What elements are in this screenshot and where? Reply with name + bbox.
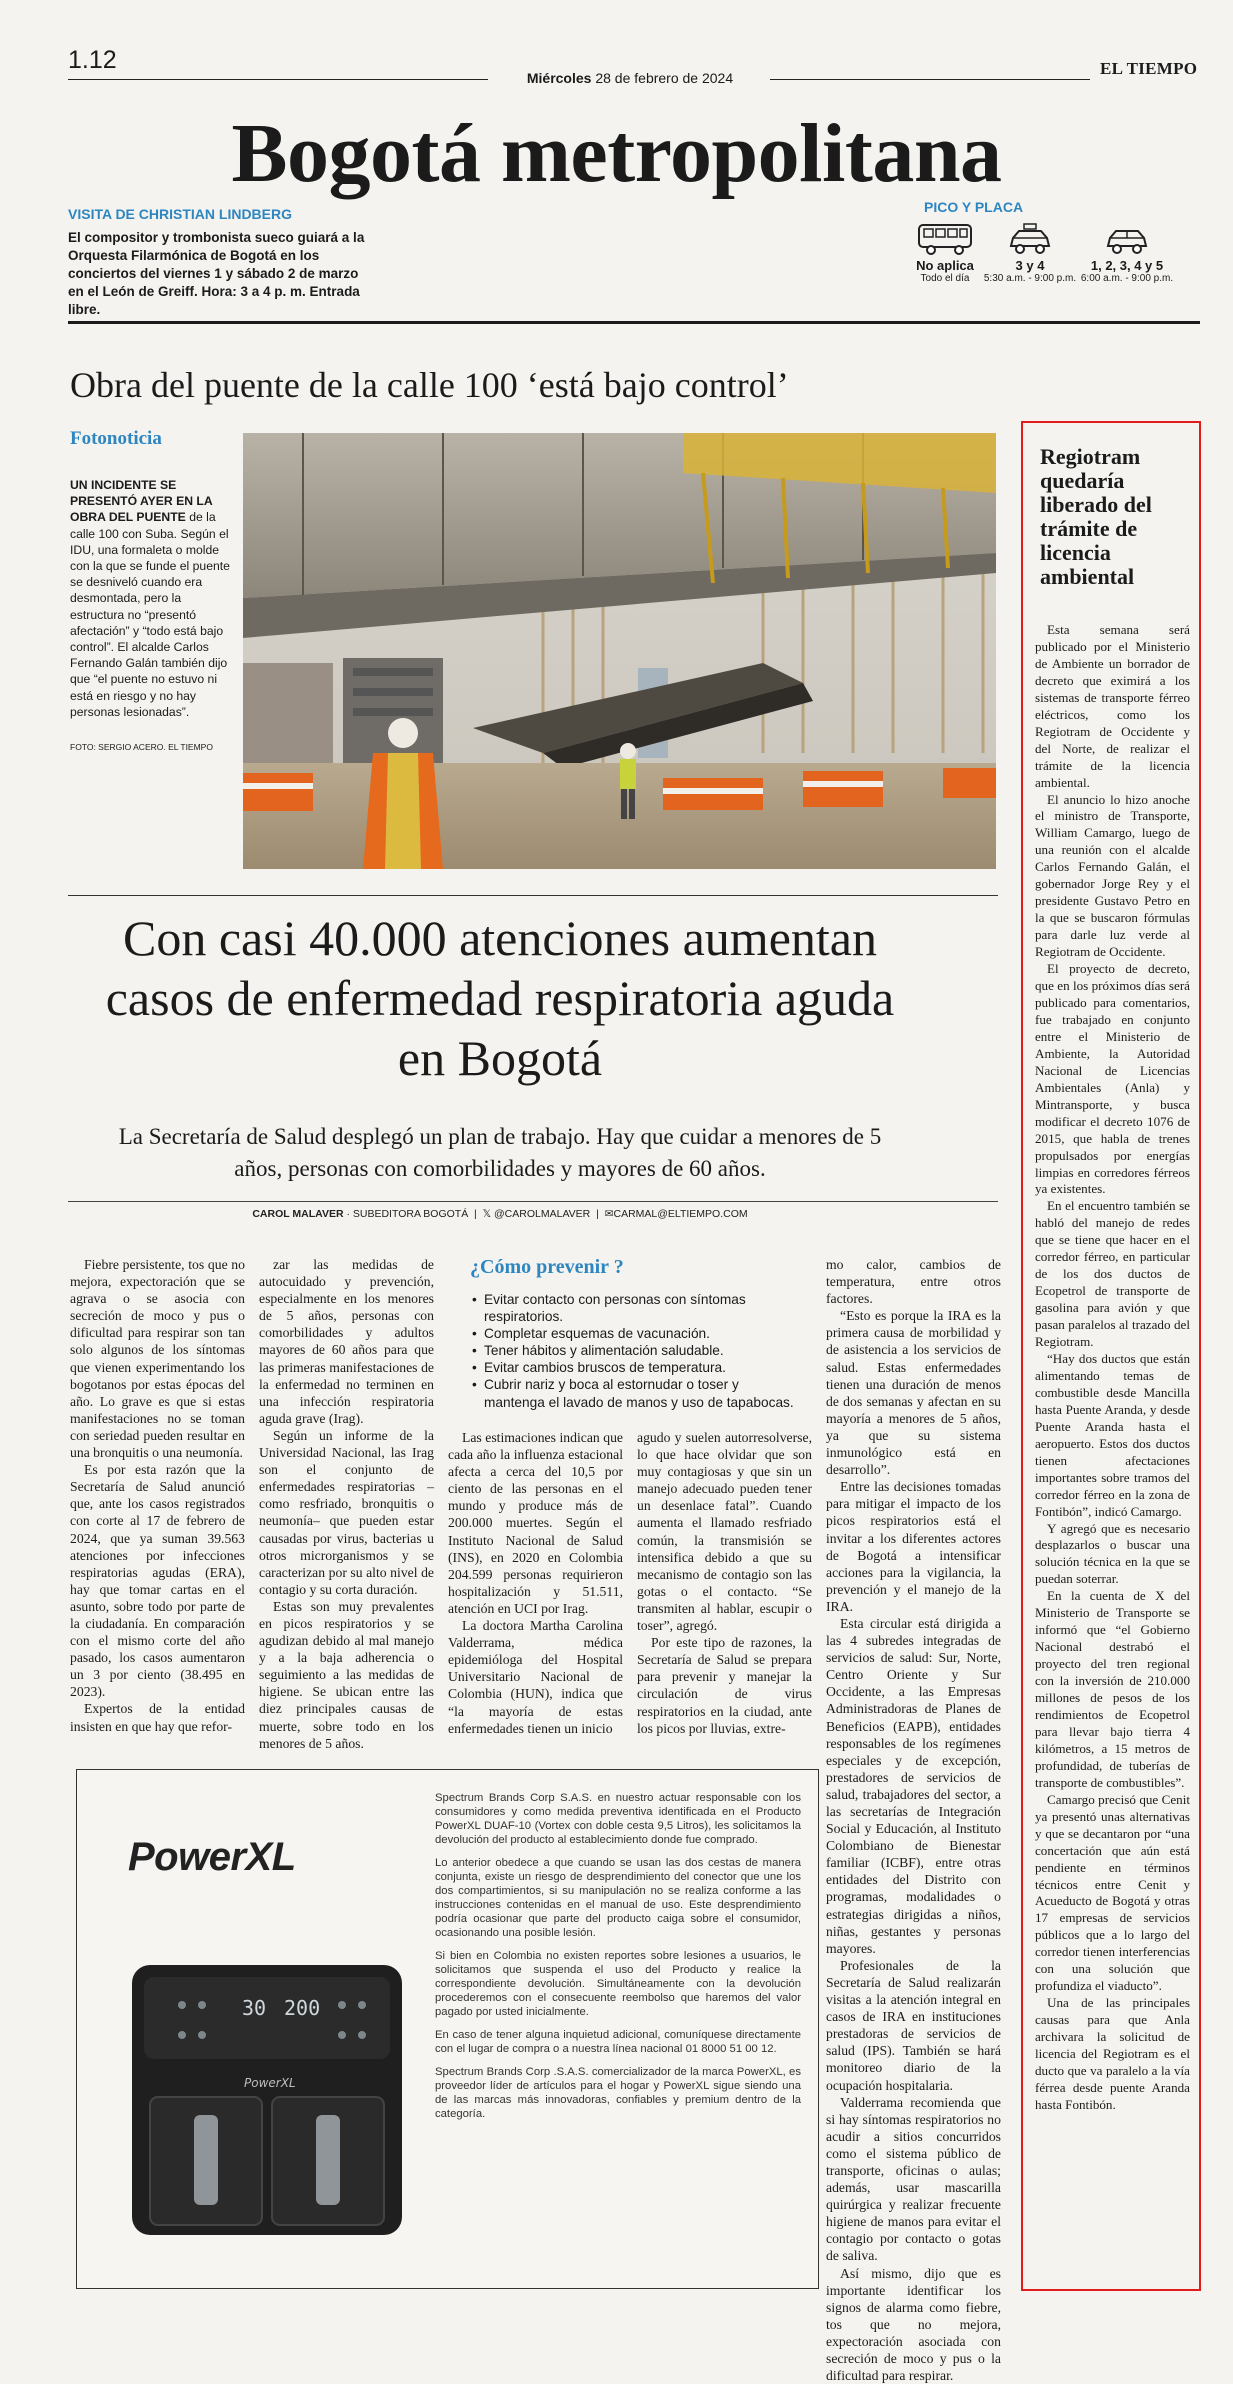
- pico-placa-taxi-schedule: 5:30 a.m. - 9:00 p.m.: [983, 273, 1077, 284]
- fotonoticia-lead: UN INCIDENTE SE PRESENTÓ AYER EN LA OBRA DEL PUENTE: [70, 478, 213, 525]
- ad-paragraph: En caso de tener alguna inquietud adicional, comuníquese directamente con el lugar de compra o a nuestra línea nacional 01 8000 51 00 12.: [435, 2029, 801, 2055]
- photo-credit: FOTO: SERGIO ACERO. EL TIEMPO: [70, 742, 213, 752]
- paragraph: “Esto es porque la IRA es la primera causa de morbilidad y de asistencia a los servicios de salud. Estas enfermedades tienen una duración de menos de dos semanas y afectan en su mayoría a menores de 5 años, ya que su sistema inmunológico está en desarrollo”.: [826, 1308, 1001, 1478]
- fotonoticia-text: de la calle 100 con Suba. Según el IDU, una formaleta o molde con la que se funde el puente se desniveló cuando era desmontada, pero la estructura no “presentó afectación” y “todo está bajo control”. El alcalde Carlos Fernando Galán también dijo que “el puente no estuvo ni está en riesgo y no hay personas lesionadas”.: [70, 510, 230, 719]
- paragraph: En la cuenta de X del Ministerio de Transporte se informó que “el Gobierno Nacional destrabó el proyecto del tren regional con la inversión de 210.000 millones de pesos de los rendimientos de Ecopetrol para llevar bajo tierra 4 kilómetros, a 15 metros de profundidad, de tuberías de transporte de combustibles”.: [1035, 1588, 1190, 1790]
- paragraph: Por este tipo de razones, la Secretaría de Salud se prepara para prevenir y manejar la circulación de virus respiratorios en la ciudad, ante los picos por lluvias, extre-: [637, 1635, 812, 1736]
- main-deck: La Secretaría de Salud desplegó un plan de trabajo. Hay que cuidar a menores de 5 años, personas con comorbilidades y mayores de 60 años.: [118, 1124, 882, 1181]
- list-item: • Tener hábitos y alimentación saludable.: [470, 1342, 800, 1359]
- fotonoticia-kicker: Fotonoticia: [70, 428, 162, 449]
- paragraph: Y agregó que es necesario desplazarlos o buscar una solución técnica en la que se puedan soterrar.: [1035, 1520, 1190, 1587]
- paragraph: mo calor, cambios de temperatura, entre otros factores.: [826, 1257, 1001, 1307]
- prevention-box-title: ¿Cómo prevenir ?: [470, 1256, 624, 1278]
- bus-icon: [916, 222, 974, 256]
- story-separator: [68, 895, 998, 896]
- prevention-list: [470, 1291, 800, 1411]
- list-item: • Cubrir nariz y boca al estornudar o toser y mantenga el lavado de manos y uso de tapabocas.: [470, 1376, 800, 1410]
- email-icon: ✉: [604, 1208, 614, 1220]
- paragraph: Expertos de la entidad insisten en que hay que refor-: [70, 1701, 245, 1734]
- x-logo-icon: 𝕏: [482, 1208, 492, 1220]
- paragraph: Así mismo, dijo que es importante identificar los signos de alarma como fiebre, tos que no mejora, expectoración asociada con secreción de moco y pus o la dificultad para respirar.: [826, 2265, 1001, 2384]
- byline-rule: [68, 1201, 998, 1202]
- pico-placa-car-schedule: 6:00 a.m. - 9:00 p.m.: [1080, 273, 1174, 284]
- issue-date-text: 28 de febrero de 2024: [595, 70, 734, 86]
- paragraph: Es por esta razón que la Secretaría de Salud anunció que, ante los casos registrados con corte al 17 de febrero de 2024, que ya suman 39.563 atenciones por infecciones respiratorias agudas (ERA), hay que tomar cartas en el asunto, sobre todo por parte de la ciudadanía. En comparación con el mismo corte del año pasado, los casos aumentaron un 3 por ciento (38.495 en 2023).: [70, 1462, 245, 1700]
- sidebar-headline: Regiotram quedaría liberado del trámite de licencia ambiental: [1040, 444, 1152, 589]
- fryer-display-right: 200: [284, 1996, 321, 2020]
- story-column-3: [448, 1429, 623, 1737]
- header-rule-left: [68, 79, 488, 80]
- pico-placa-car-value: 1, 2, 3, 4 y 5: [1090, 258, 1164, 273]
- paragraph: Estas son muy prevalentes en picos respiratorios y se agudizan debido al mal manejo y a la baja adherencia o seguimiento a las medidas de higiene. Se ubican entre las diez principales causas de muerte, sobre todo en los menores de 5 años.: [259, 1598, 434, 1751]
- paragraph: Esta semana será publicado por el Ministerio de Ambiente un borrador de decreto que eximirá a los sistemas de transporte férreo eléctricos, como los Regiotram de Occidente y del Norte, de realizar el trámite de la licencia ambiental.: [1035, 622, 1190, 790]
- bridge-headline: Obra del puente de la calle 100 ‘está bajo control’: [70, 365, 789, 405]
- fryer-brand-mark: PowerXL: [244, 2076, 296, 2090]
- paragraph: Las estimaciones indican que cada año la influenza estacional afecta a cerca del 10,5 por ciento de las personas en el mundo y produce más de 200.000 muertes. Según el Instituto Nacional de Salud (INS), en 2020 en Colombia 204.599 personas requirieron hospitalización y 51.511, atención en UCI por Irag.: [448, 1430, 623, 1616]
- byline-role: · SUBEDITORA BOGOTÁ: [343, 1208, 469, 1220]
- byline: CAROL MALAVER · SUBEDITORA BOGOTÁ | 𝕏 @CAROLMALAVER | ✉CARMAL@ELTIEMPO.COM: [252, 1208, 748, 1220]
- list-item: • Evitar contacto con personas con síntomas respiratorios.: [470, 1291, 800, 1325]
- paragraph: Valderrama recomienda que si hay síntomas respiratorios no acudir a sitios concurridos como el sistema público de transporte, oficinas o aulas; además, usar mascarilla quirúrgica y realizar frecuente higiene de manos para evitar el contagio por contacto o gotas de saliva.: [826, 2094, 1001, 2264]
- pico-placa-taxi-value: 3 y 4: [1015, 258, 1045, 273]
- list-item: • Evitar cambios bruscos de temperatura.: [470, 1359, 800, 1376]
- list-item: • Completar esquemas de vacunación.: [470, 1325, 800, 1342]
- paragraph: La doctora Martha Carolina Valderrama, médica epidemióloga del Hospital Universitario Nacional de Colombia (HUN), indica que “la mayoría de estas enfermedades tienen un inicio: [448, 1618, 623, 1736]
- ad-paragraph: Si bien en Colombia no existen reportes sobre lesiones a usuarios, le solicitamos que suspenda el uso del Producto y realice la correspondiente devolución. Simultáneamente con la devolución procederemos con el consecuente reembolso que haremos del valor pagado por usted inicialmente.: [435, 1950, 801, 2018]
- paragraph: En el encuentro también se habló del manejo de redes que se tiene que hacer en el corredor férreo, en particular de los dos ductos de Ecopetrol de transporte de gasolina para avión y que pasan paralelos al trazado del Regiotram.: [1035, 1198, 1190, 1350]
- paragraph: zar las medidas de autocuidado y prevención, especialmente en los menores de 5 años, personas con comorbilidades y adultos mayores de 60 años para que las primeras manifestaciones de la enfermedad no terminen en una infección respiratoria aguda grave (Irag).: [259, 1257, 434, 1426]
- paragraph: Profesionales de la Secretaría de Salud realizarán visitas a la atención integral en casos de IRA en instituciones prestadoras de servicios de salud (IPS). También se hará monitoreo diario de la ocupación hospitalaria.: [826, 1957, 1001, 2093]
- ad-paragraph: Lo anterior obedece a que cuando se usan las dos cestas de manera conjunta, existe un riesgo de desprendimiento del conector que une los dos compartimientos, si su manipulación no se realiza conforme a las instrucciones contenidas en el manual de uso. Este desprendimiento podría ocasionar que parte del producto caiga sobre el consumidor, ocasionando una posible lesión.: [435, 1857, 801, 1939]
- ad-paragraph: Spectrum Brands Corp S.A.S. en nuestro actuar responsable con los consumidores y como medida preventiva identificada en el Producto PowerXL DUAF-10 (Vortex con doble cesta 9,5 Litros), les solicitamos la devolución del producto al establecimiento donde fue comprado.: [435, 1792, 801, 1846]
- page-number: 1.12: [68, 46, 117, 74]
- paragraph: Fiebre persistente, tos que no mejora, expectoración que se agrava o se asocia con secreción de moco y pus o dificultad para respirar son tan solo algunos de los síntomas que vienen experimentando los bogotanos por estas épocas del año. Lo grave es que si estas manifestaciones no se toman con seriedad pueden resultar en una bronquitis o una neumonía.: [70, 1257, 245, 1461]
- story-column-5: [826, 1256, 1001, 2384]
- story-column-1: [70, 1256, 245, 1735]
- byline-author: CAROL MALAVER: [252, 1208, 344, 1220]
- pico-placa-car: [1072, 222, 1182, 284]
- newspaper-brand: EL TIEMPO: [1100, 59, 1198, 78]
- visit-kicker: VISITA DE CHRISTIAN LINDBERG: [68, 206, 293, 222]
- visit-body: El compositor y trombonista sueco guiará a la Orquesta Filarmónica de Bogotá en los conciertos del viernes 1 y sábado 2 de marzo en el León de Greiff. Hora: 3 a 4 p. m. Entrada libre.: [68, 230, 365, 317]
- byline-twitter[interactable]: @CAROLMALAVER: [494, 1208, 591, 1220]
- pico-placa-taxi: [975, 222, 1085, 284]
- fotonoticia-body: [70, 477, 235, 720]
- main-headline: Con casi 40.000 atenciones aumentan casos de enfermedad respiratoria aguda en Bogotá: [105, 910, 895, 1086]
- pico-placa-bus-value: No aplica: [916, 258, 974, 273]
- paragraph: Esta circular está dirigida a las 4 subredes integradas de servicios de salud: Sur, Norte, Centro Oriente y Sur Occidente, a las Empresas Administradoras de Planes de Beneficios (EAPB), entidades responsables de los regímenes especiales y de excepción, prestadores de servicios de salud, trabajadores del sector, a las secretarías de Integración Social y Educación, al Instituto Colombiano de Bienestar familiar (ICBF), entre otras entidades del Distrito con programas, modalidades o estrategias dirigidas a niños, niñas, gestantes y personas mayores.: [826, 1615, 1001, 1956]
- section-title: Bogotá metropolitana: [231, 107, 1002, 200]
- fryer-display-left: 30: [242, 1996, 267, 2020]
- paragraph: Camargo precisó que Cenit ya presentó unas alternativas y que se decantaron por “una concertación que aún está pendiente en términos técnicos entre Cenit y Acueducto de Bogotá y otras 17 empresas de servicios públicos que a lo largo del corredor tienen interferencias con una solución que profundiza el viaducto”.: [1035, 1791, 1190, 1994]
- story-column-4: [637, 1429, 812, 1737]
- issue-date: [500, 70, 760, 86]
- issue-weekday: Miércoles: [526, 70, 592, 86]
- paragraph: “Hay dos ductos que están alimentando temas de combustible desde Mancilla hasta Puente Aranda, y desde Puente Aranda hasta el aeropuerto. Estos dos ductos tienen afectaciones importantes sobre tramos del corredor férreo en la zona de Fontibón”, indicó Camargo.: [1035, 1350, 1190, 1519]
- paragraph: agudo y suelen autorresolverse, lo que hace olvidar que son muy contagiosas y que sin un manejo adecuado pueden tener un desenlace fatal”. Cuando aumenta el llamado resfriado común, la transmisión se intensifica debido a que su mecanismo de contagio son las gotas o el contacto. “Se transmiten al hablar, escupir o toser”, agregó.: [637, 1430, 812, 1634]
- paragraph: Según un informe de la Universidad Nacional, las Irag son el conjunto de enfermedades respiratorias –como resfriado, bronquitis o neumonía– que pueden estar causadas por virus, bacterias u otros microrganismos y se caracterizan por su alto nivel de contagio y su corta duración.: [259, 1427, 434, 1597]
- paragraph: El anuncio lo hizo anoche el ministro de Transporte, William Camargo, luego de una reunión con el alcalde Carlos Fernando Galán, el gobernador Jorge Rey y el presidente Gustavo Petro en la que se buscaron fórmulas para darle luz verde al Regiotram de Occidente.: [1035, 791, 1190, 960]
- pico-placa-title: PICO Y PLACA: [924, 199, 1024, 215]
- car-icon: [1104, 222, 1150, 256]
- ad-brand-logo: PowerXL: [128, 1835, 296, 1879]
- pico-placa-bus-schedule: Todo el día: [920, 273, 970, 284]
- header-main-rule: [68, 321, 1200, 324]
- taxi-icon: [1007, 222, 1053, 256]
- air-fryer-product-image: [122, 1955, 412, 2245]
- bridge-construction-photo: [243, 433, 996, 869]
- sidebar-body: [1035, 622, 1190, 2114]
- byline-email[interactable]: CARMAL@ELTIEMPO.COM: [613, 1208, 748, 1220]
- ad-body: [435, 1791, 801, 2130]
- story-column-2: [259, 1256, 434, 1752]
- paragraph: El proyecto de decreto, que en los próximos días será publicado para comentarios, fue trabajado en conjunto entre el Ministerio de Ambiente, la Autoridad Nacional de Licencias Ambientales (Anla) y Mintransporte, y busca modificar el decreto 1076 de 2015, que habla de trenes propulsados por energías limpias en corredores férreos ya existentes.: [1035, 961, 1190, 1197]
- ad-paragraph: Spectrum Brands Corp .S.A.S. comercializador de la marca PowerXL, es proveedor líder de artículos para el hogar y PowerXL sigue siendo una de las marcas más innovadoras, confiables y premium dentro de la categoría.: [435, 2066, 801, 2120]
- paragraph: Entre las decisiones tomadas para mitigar el impacto de los picos respiratorios está el invitar a los diferentes actores de Bogotá a intensificar acciones para la vigilancia, la prevención y el manejo de la IRA.: [826, 1479, 1001, 1614]
- paragraph: Una de las principales causas para que Anla archivara la solicitud de licencia del Regiotram es el ducto que va paralelo a la vía férrea desde puente Aranda hasta Fontibón.: [1035, 1995, 1190, 2112]
- header-rule-right: [770, 79, 1090, 80]
